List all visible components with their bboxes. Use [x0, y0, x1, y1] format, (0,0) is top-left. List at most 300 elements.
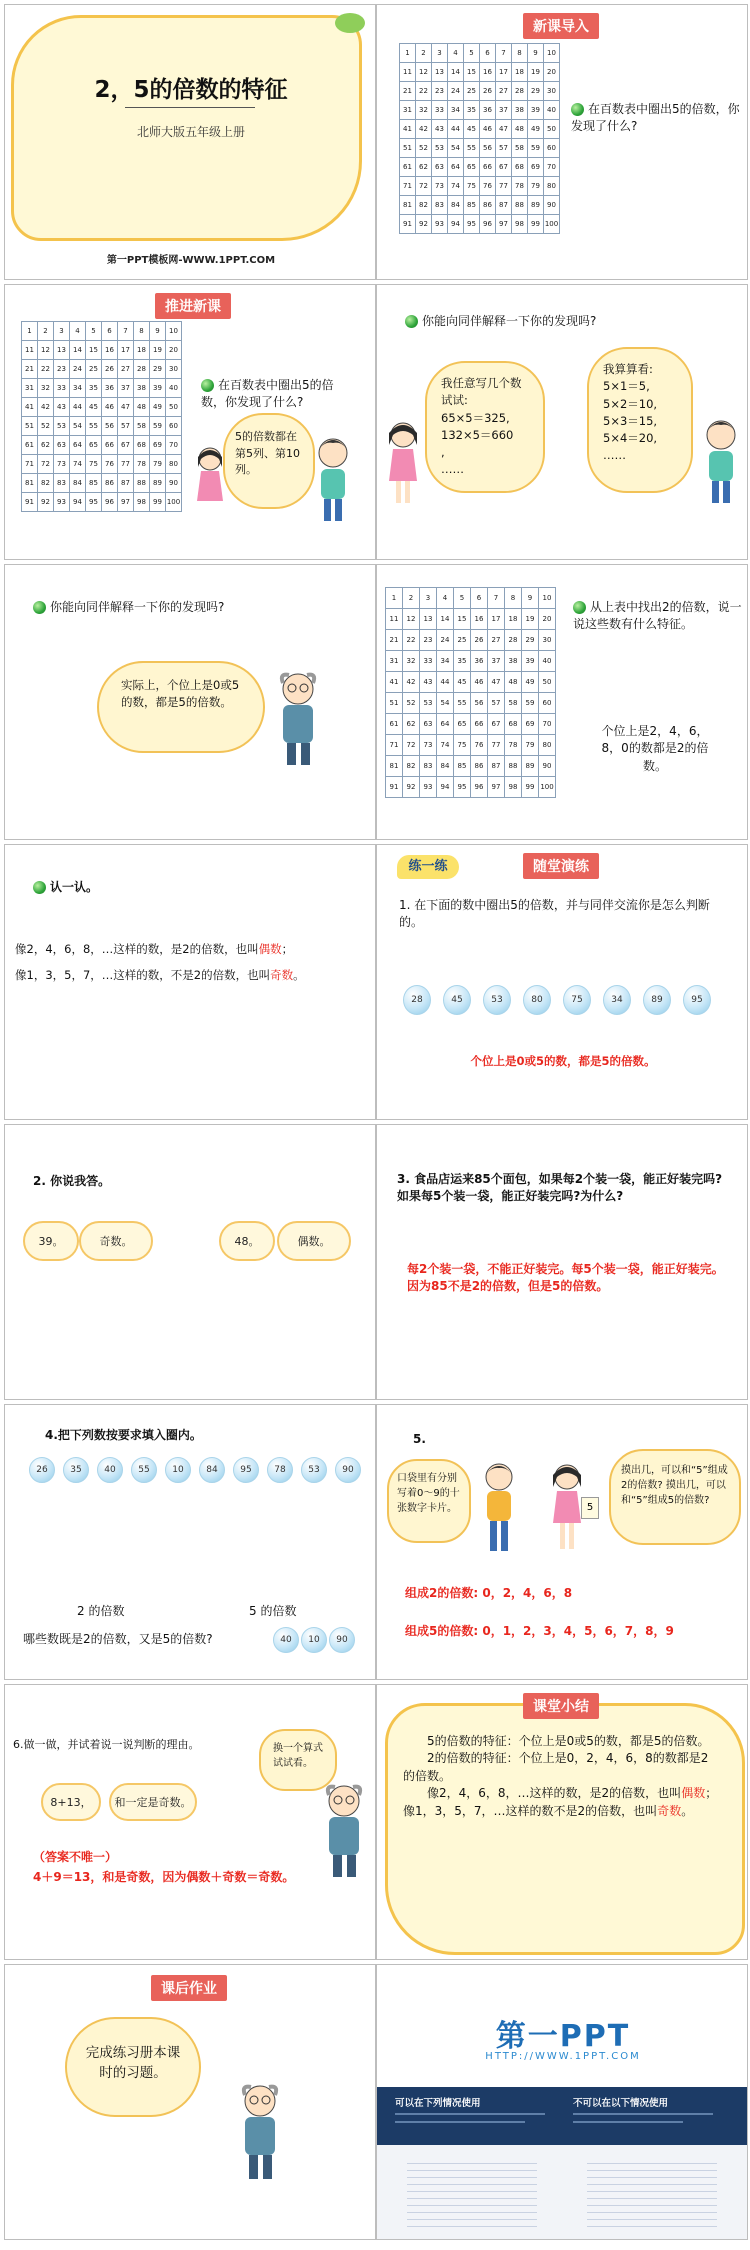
number-ball: 53 — [483, 985, 511, 1015]
even-definition — [15, 941, 376, 958]
green-dot-icon — [201, 379, 214, 392]
grid-cell: 24 — [437, 630, 454, 651]
number-card: 5 — [581, 1497, 599, 1519]
odd-term: 奇数 — [657, 1803, 682, 1818]
right-speech-bubble: 摸出几，可以和“5”组成2的倍数? 摸出几，可以和“5”组成5的倍数? — [609, 1449, 741, 1545]
grid-cell: 62 — [416, 158, 432, 177]
grid-cell: 25 — [86, 360, 102, 379]
grid-cell: 23 — [432, 82, 448, 101]
number-ball: 55 — [131, 1457, 157, 1483]
grid-cell: 39 — [150, 379, 166, 398]
statement-cloud: 和一定是奇数。 — [109, 1783, 197, 1821]
grid-cell: 48 — [505, 672, 522, 693]
grid-cell: 10 — [539, 588, 556, 609]
grid-cell: 51 — [400, 139, 416, 158]
grid-cell: 19 — [528, 63, 544, 82]
forbidden-title: 不可以在以下情况使用 — [573, 2098, 669, 2109]
grid-cell: 79 — [528, 177, 544, 196]
grid-cell: 53 — [420, 693, 437, 714]
speech-bubble: 完成练习册本课时的习题。 — [65, 2017, 201, 2117]
grid-cell: 80 — [539, 735, 556, 756]
grid-cell: 15 — [86, 341, 102, 360]
bubble-line: 5×1＝5, — [603, 379, 650, 394]
grid-cell: 92 — [416, 215, 432, 234]
grid-cell: 76 — [471, 735, 488, 756]
slide-brand — [376, 1964, 748, 2240]
grid-cell: 82 — [38, 474, 54, 493]
number-ball: 34 — [603, 985, 631, 1015]
practice-badge: 练一练 — [397, 855, 459, 879]
grid-cell: 69 — [150, 436, 166, 455]
summary-paragraph — [403, 1785, 719, 1820]
grid-cell: 5 — [86, 322, 102, 341]
answer-text: 4＋9＝13，和是奇数，因为偶数＋奇数＝奇数。 — [33, 1870, 295, 1884]
grid-cell: 64 — [437, 714, 454, 735]
bubble-line: 65×5＝325, — [441, 410, 510, 425]
grid-cell: 19 — [150, 341, 166, 360]
grid-cell: 71 — [386, 735, 403, 756]
odd-definition — [15, 967, 376, 984]
grid-cell: 82 — [416, 196, 432, 215]
grid-cell: 2 — [38, 322, 54, 341]
section-tag: 新课导入 — [523, 13, 599, 39]
grid-cell: 37 — [496, 101, 512, 120]
bubble-line: 5×3＝15, — [603, 413, 658, 428]
number-ball: 95 — [683, 985, 711, 1015]
question-number: 5. — [413, 1432, 426, 1446]
grid-cell: 72 — [403, 735, 420, 756]
grid-cell: 33 — [420, 651, 437, 672]
grid-cell: 57 — [118, 417, 134, 436]
grid-cell: 18 — [505, 609, 522, 630]
grid-cell: 40 — [544, 101, 560, 120]
slide-recognize — [4, 844, 376, 1120]
number-ball: 28 — [403, 985, 431, 1015]
section-tag: 推进新课 — [155, 293, 231, 319]
grid-cell: 70 — [539, 714, 556, 735]
grid-cell: 37 — [488, 651, 505, 672]
grid-cell: 83 — [432, 196, 448, 215]
bubble-line: , — [441, 445, 445, 459]
girl-icon — [195, 445, 225, 515]
speech-bubble: 实际上，个位上是0或5的数，都是5的倍数。 — [97, 661, 265, 753]
question-text: 1. 在下面的数中圈出5的倍数，并与同伴交流你是怎么判断的。 — [399, 898, 710, 930]
grid-cell: 43 — [54, 398, 70, 417]
question-text: 4.把下列数按要求填入圈内。 — [45, 1428, 202, 1442]
grid-cell: 78 — [512, 177, 528, 196]
fine-print-line — [395, 2113, 545, 2115]
grid-cell: 4 — [437, 588, 454, 609]
grid-cell: 31 — [22, 379, 38, 398]
number-ball: 89 — [643, 985, 671, 1015]
grid-cell: 38 — [512, 101, 528, 120]
grid-cell: 61 — [22, 436, 38, 455]
answer-text: 个位上是2，4，6，8，0的数都是2的倍数。 — [601, 724, 709, 773]
grid-cell: 56 — [471, 693, 488, 714]
summary-paragraph: 5的倍数的特征：个位上是0或5的数，都是5的倍数。 — [427, 1734, 710, 1748]
grid-cell: 3 — [54, 322, 70, 341]
grid-cell: 15 — [464, 63, 480, 82]
grid-cell: 65 — [464, 158, 480, 177]
grid-cell: 55 — [454, 693, 471, 714]
grid-cell: 70 — [544, 158, 560, 177]
grid-cell: 48 — [134, 398, 150, 417]
grid-cell: 1 — [400, 44, 416, 63]
grid-cell: 73 — [54, 455, 70, 474]
grid-cell: 22 — [416, 82, 432, 101]
multiples-of-2-label: 2 的倍数 — [77, 1604, 125, 1618]
grid-cell: 88 — [134, 474, 150, 493]
section-tag: 课堂小结 — [523, 1693, 599, 1719]
grid-cell: 42 — [416, 120, 432, 139]
grid-cell: 93 — [420, 777, 437, 798]
grid-cell: 75 — [86, 455, 102, 474]
slide-multiples-of-2 — [376, 564, 748, 840]
teacher-icon — [319, 1781, 369, 1881]
number-ball: 90 — [329, 1627, 355, 1653]
teacher-icon — [271, 669, 325, 769]
grid-cell: 30 — [166, 360, 182, 379]
question — [405, 313, 725, 330]
grid-cell: 11 — [386, 609, 403, 630]
grid-cell: 19 — [522, 609, 539, 630]
grid-cell: 89 — [150, 474, 166, 493]
grid-cell: 63 — [420, 714, 437, 735]
grid-cell: 75 — [454, 735, 471, 756]
grid-cell: 44 — [70, 398, 86, 417]
grid-cell: 69 — [522, 714, 539, 735]
grid-cell: 34 — [70, 379, 86, 398]
grid-cell: 98 — [505, 777, 522, 798]
grid-cell: 26 — [480, 82, 496, 101]
grid-cell: 93 — [54, 493, 70, 512]
number-ball: 45 — [443, 985, 471, 1015]
grid-cell: 59 — [150, 417, 166, 436]
question-text: 从上表中找出2的倍数，说一说这些数有什么特征。 — [573, 600, 742, 632]
question-text: 在百数表中圈出5的倍数，你发现了什么? — [571, 102, 740, 134]
summary-text — [403, 1733, 719, 1820]
grid-cell: 88 — [512, 196, 528, 215]
answer-text: 个位上是0或5的数，都是5的倍数。 — [470, 1054, 656, 1068]
grid-cell: 13 — [420, 609, 437, 630]
grid-cell: 78 — [505, 735, 522, 756]
grid-cell: 8 — [505, 588, 522, 609]
punctuation: ； — [281, 942, 294, 956]
grid-cell: 76 — [480, 177, 496, 196]
grid-cell: 43 — [420, 672, 437, 693]
answer-label: 组成5的倍数: — [405, 1624, 479, 1638]
number-ball: 95 — [233, 1457, 259, 1483]
grid-cell: 58 — [134, 417, 150, 436]
grid-cell: 67 — [488, 714, 505, 735]
grid-cell: 6 — [480, 44, 496, 63]
grid-cell: 72 — [38, 455, 54, 474]
multiples-of-5-label: 5 的倍数 — [249, 1604, 297, 1618]
grid-cell: 9 — [150, 322, 166, 341]
grid-cell: 68 — [505, 714, 522, 735]
number-ball: 10 — [301, 1627, 327, 1653]
question-text: 3. 食品店运来85个面包，如果每2个装一袋，能正好装完吗? 如果每5个装一袋，能正好装完吗?为什么? — [397, 1172, 723, 1204]
grid-cell: 91 — [400, 215, 416, 234]
grid-cell: 79 — [150, 455, 166, 474]
title-divider — [125, 107, 255, 108]
grid-cell: 22 — [403, 630, 420, 651]
grid-cell: 95 — [86, 493, 102, 512]
slide-summary — [376, 1684, 748, 1960]
grid-cell: 29 — [522, 630, 539, 651]
bubble-line: 我任意写几个数试试: — [441, 376, 522, 408]
grid-cell: 27 — [488, 630, 505, 651]
grid-cell: 91 — [386, 777, 403, 798]
grid-cell: 50 — [166, 398, 182, 417]
grid-cell: 17 — [496, 63, 512, 82]
slide-title — [4, 4, 376, 280]
grid-cell: 25 — [454, 630, 471, 651]
grid-cell: 60 — [539, 693, 556, 714]
grid-cell: 77 — [488, 735, 505, 756]
grid-cell: 77 — [118, 455, 134, 474]
grid-cell: 26 — [471, 630, 488, 651]
grid-cell: 33 — [54, 379, 70, 398]
grid-cell: 64 — [70, 436, 86, 455]
fine-print-line — [395, 2121, 525, 2123]
grid-cell: 47 — [118, 398, 134, 417]
answer-cloud: 39。 — [23, 1221, 79, 1261]
grid-cell: 12 — [38, 341, 54, 360]
grid-cell: 10 — [166, 322, 182, 341]
grid-cell: 100 — [544, 215, 560, 234]
grid-cell: 60 — [166, 417, 182, 436]
grid-cell: 83 — [54, 474, 70, 493]
grid-cell: 77 — [496, 177, 512, 196]
grid-cell: 62 — [403, 714, 420, 735]
slide-homework — [4, 1964, 376, 2240]
answer-values: 0，2，4，6，8 — [482, 1586, 573, 1600]
grid-cell: 80 — [166, 455, 182, 474]
grid-cell: 34 — [448, 101, 464, 120]
grid-cell: 29 — [150, 360, 166, 379]
grid-cell: 41 — [22, 398, 38, 417]
grid-cell: 46 — [102, 398, 118, 417]
speech-bubble: 5的倍数都在第5列、第10列。 — [223, 413, 315, 509]
grid-cell: 86 — [480, 196, 496, 215]
grid-cell: 6 — [471, 588, 488, 609]
grid-cell: 2 — [416, 44, 432, 63]
brand-logo: 第一PPT — [495, 2019, 631, 2054]
grid-cell: 60 — [544, 139, 560, 158]
usage-panel — [377, 2087, 748, 2145]
green-dot-icon — [573, 601, 586, 614]
question-text: 2. 你说我答。 — [33, 1174, 111, 1188]
grid-cell: 95 — [464, 215, 480, 234]
grid-cell: 83 — [420, 756, 437, 777]
grid-cell: 42 — [403, 672, 420, 693]
grid-cell: 3 — [432, 44, 448, 63]
green-dot-icon — [33, 881, 46, 894]
grid-cell: 22 — [38, 360, 54, 379]
answer-multiples-of-2 — [405, 1585, 572, 1602]
grid-cell: 48 — [512, 120, 528, 139]
question-text: 你能向同伴解释一下你的发现吗? — [422, 314, 597, 328]
hundred-chart — [399, 43, 560, 234]
link-lines — [407, 2157, 537, 2227]
grid-cell: 89 — [522, 756, 539, 777]
grid-cell: 36 — [480, 101, 496, 120]
number-ball: 10 — [165, 1457, 191, 1483]
grid-cell: 38 — [134, 379, 150, 398]
link-lines — [587, 2157, 717, 2227]
grid-cell: 23 — [420, 630, 437, 651]
grid-cell: 29 — [528, 82, 544, 101]
grid-cell: 2 — [403, 588, 420, 609]
grid-cell: 68 — [512, 158, 528, 177]
grid-cell: 78 — [134, 455, 150, 474]
grid-cell: 97 — [496, 215, 512, 234]
title: 2，5的倍数的特征 — [94, 77, 288, 103]
grid-cell: 65 — [86, 436, 102, 455]
grid-cell: 99 — [150, 493, 166, 512]
grid-cell: 74 — [70, 455, 86, 474]
grid-cell: 96 — [102, 493, 118, 512]
grid-cell: 32 — [403, 651, 420, 672]
link-list — [377, 2145, 748, 2240]
grid-cell: 94 — [448, 215, 464, 234]
grid-cell: 39 — [522, 651, 539, 672]
grid-cell: 91 — [22, 493, 38, 512]
grid-cell: 35 — [454, 651, 471, 672]
green-dot-icon — [571, 103, 584, 116]
grid-cell: 31 — [386, 651, 403, 672]
grid-cell: 79 — [522, 735, 539, 756]
grid-cell: 94 — [70, 493, 86, 512]
question — [33, 599, 353, 616]
grid-cell: 89 — [528, 196, 544, 215]
bubble-line: 5×2＝10, — [603, 396, 658, 411]
boy-icon — [699, 417, 743, 509]
grid-cell: 7 — [488, 588, 505, 609]
grid-cell: 9 — [528, 44, 544, 63]
question — [571, 101, 743, 136]
grid-cell: 28 — [512, 82, 528, 101]
grid-cell: 35 — [86, 379, 102, 398]
answer-values: 0，1，2，3，4，5，6，7，8，9 — [482, 1624, 674, 1638]
grid-cell: 44 — [448, 120, 464, 139]
grid-cell: 30 — [539, 630, 556, 651]
grid-cell: 86 — [471, 756, 488, 777]
grid-cell: 67 — [118, 436, 134, 455]
grid-cell: 56 — [480, 139, 496, 158]
grid-cell: 92 — [403, 777, 420, 798]
grid-cell: 35 — [464, 101, 480, 120]
grid-cell: 52 — [403, 693, 420, 714]
number-ball: 80 — [523, 985, 551, 1015]
grid-cell: 41 — [386, 672, 403, 693]
left-speech-bubble — [425, 361, 545, 493]
bubble-line: 132×5＝660 — [441, 427, 514, 442]
grid-cell: 20 — [539, 609, 556, 630]
fine-print-line — [573, 2113, 713, 2115]
grid-cell: 47 — [496, 120, 512, 139]
grid-cell: 16 — [480, 63, 496, 82]
grid-cell: 81 — [386, 756, 403, 777]
grid-cell: 25 — [464, 82, 480, 101]
grid-cell: 66 — [471, 714, 488, 735]
grid-cell: 36 — [102, 379, 118, 398]
grid-cell: 99 — [528, 215, 544, 234]
grid-cell: 30 — [544, 82, 560, 101]
number-ball: 40 — [97, 1457, 123, 1483]
grid-cell: 81 — [22, 474, 38, 493]
grid-cell: 33 — [432, 101, 448, 120]
answer-cloud: 奇数。 — [79, 1221, 153, 1261]
answer-note: （答案不唯一） — [33, 1850, 118, 1864]
grid-cell: 38 — [505, 651, 522, 672]
grid-cell: 27 — [496, 82, 512, 101]
grid-cell: 55 — [86, 417, 102, 436]
number-ball: 35 — [63, 1457, 89, 1483]
definition-text: 像2，4，6，8，…这样的数，是2的倍数，也叫 — [15, 942, 259, 956]
grid-cell: 50 — [539, 672, 556, 693]
grid-cell: 88 — [505, 756, 522, 777]
grid-cell: 95 — [454, 777, 471, 798]
grid-cell: 69 — [528, 158, 544, 177]
grid-cell: 23 — [54, 360, 70, 379]
answer-cloud: 偶数。 — [277, 1221, 351, 1261]
answer-cloud: 48。 — [219, 1221, 275, 1261]
grid-cell: 71 — [400, 177, 416, 196]
even-term: 偶数 — [258, 942, 282, 956]
grid-cell: 94 — [437, 777, 454, 798]
grid-cell: 65 — [454, 714, 471, 735]
leaf-decoration — [335, 13, 365, 33]
grid-cell: 8 — [134, 322, 150, 341]
grid-cell: 24 — [448, 82, 464, 101]
footer-text: 第一PPT模板网-WWW.1PPT.COM — [106, 255, 276, 266]
brand-url[interactable]: HTTP://WWW.1PPT.COM — [485, 2051, 641, 2062]
grid-cell: 53 — [432, 139, 448, 158]
punctuation: 。 — [681, 1803, 694, 1818]
grid-cell: 74 — [437, 735, 454, 756]
answer-label: 组成2的倍数: — [405, 1586, 479, 1600]
grid-cell: 84 — [437, 756, 454, 777]
grid-cell: 66 — [102, 436, 118, 455]
slide-practice-6 — [4, 1684, 376, 1960]
grid-cell: 63 — [432, 158, 448, 177]
grid-cell: 100 — [166, 493, 182, 512]
expression-cloud: 8+13， — [41, 1783, 101, 1821]
grid-cell: 73 — [432, 177, 448, 196]
boy-icon — [479, 1461, 519, 1557]
slide-explain-2 — [4, 564, 376, 840]
grid-cell: 54 — [448, 139, 464, 158]
grid-cell: 20 — [166, 341, 182, 360]
grid-cell: 54 — [70, 417, 86, 436]
grid-cell: 13 — [54, 341, 70, 360]
grid-cell: 47 — [488, 672, 505, 693]
grid-cell: 72 — [416, 177, 432, 196]
hundred-chart — [385, 587, 556, 798]
grid-cell: 85 — [454, 756, 471, 777]
grid-cell: 15 — [454, 609, 471, 630]
section-tag: 课后作业 — [151, 1975, 227, 2001]
grid-cell: 14 — [448, 63, 464, 82]
number-ball: 26 — [29, 1457, 55, 1483]
grid-cell: 85 — [464, 196, 480, 215]
grid-cell: 10 — [544, 44, 560, 63]
grid-cell: 8 — [512, 44, 528, 63]
bubble-line: 5×4＝20, — [603, 431, 658, 445]
grid-cell: 45 — [464, 120, 480, 139]
